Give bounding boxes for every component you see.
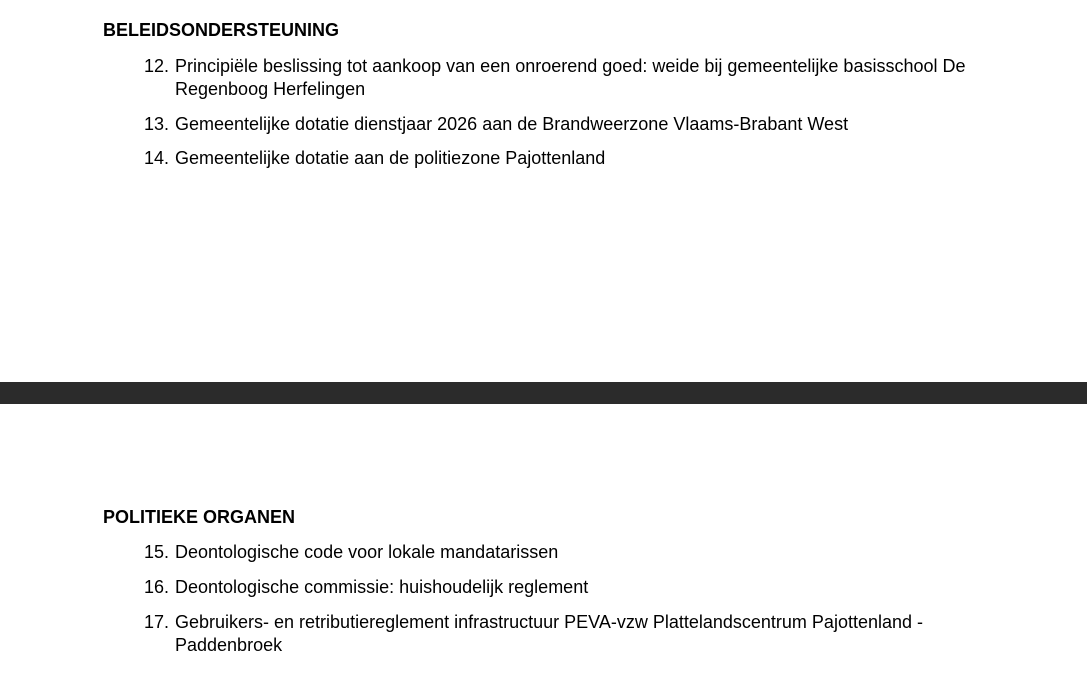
agenda-item-text: Gebruikers- en retributiereglement infrastructuur PEVA-vzw Plattelandscentrum Pajottenland - Paddenbroek [175,612,924,655]
agenda-item-number: 16. [143,577,169,597]
page-separator [0,382,1087,404]
agenda-item-text: Deontologische commissie: huishoudelijk reglement [175,577,589,597]
agenda-item-text: Deontologische code voor lokale mandatarissen [175,542,559,562]
agenda-item-number: 15. [143,542,169,562]
agenda-item-text: Gemeentelijke dotatie dienstjaar 2026 aan de Brandweerzone Vlaams-Brabant West [175,114,849,134]
section-heading-politieke-organen: POLITIEKE ORGANEN [103,507,296,527]
agenda-item-text: Principiële beslissing tot aankoop van een onroerend goed: weide bij gemeentelijke basisschool De Regenboog Herfelingen [175,56,966,99]
agenda-item-number: 17. [143,612,169,632]
agenda-item-text: Gemeentelijke dotatie aan de politiezone Pajottenland [175,148,606,168]
agenda-item-number: 12. [143,56,169,76]
document-page-bottom [0,404,1087,685]
agenda-item-number: 14. [143,148,169,168]
agenda-item-number: 13. [143,114,169,134]
section-heading-beleidsondersteuning: BELEIDSONDERSTEUNING [103,20,340,40]
